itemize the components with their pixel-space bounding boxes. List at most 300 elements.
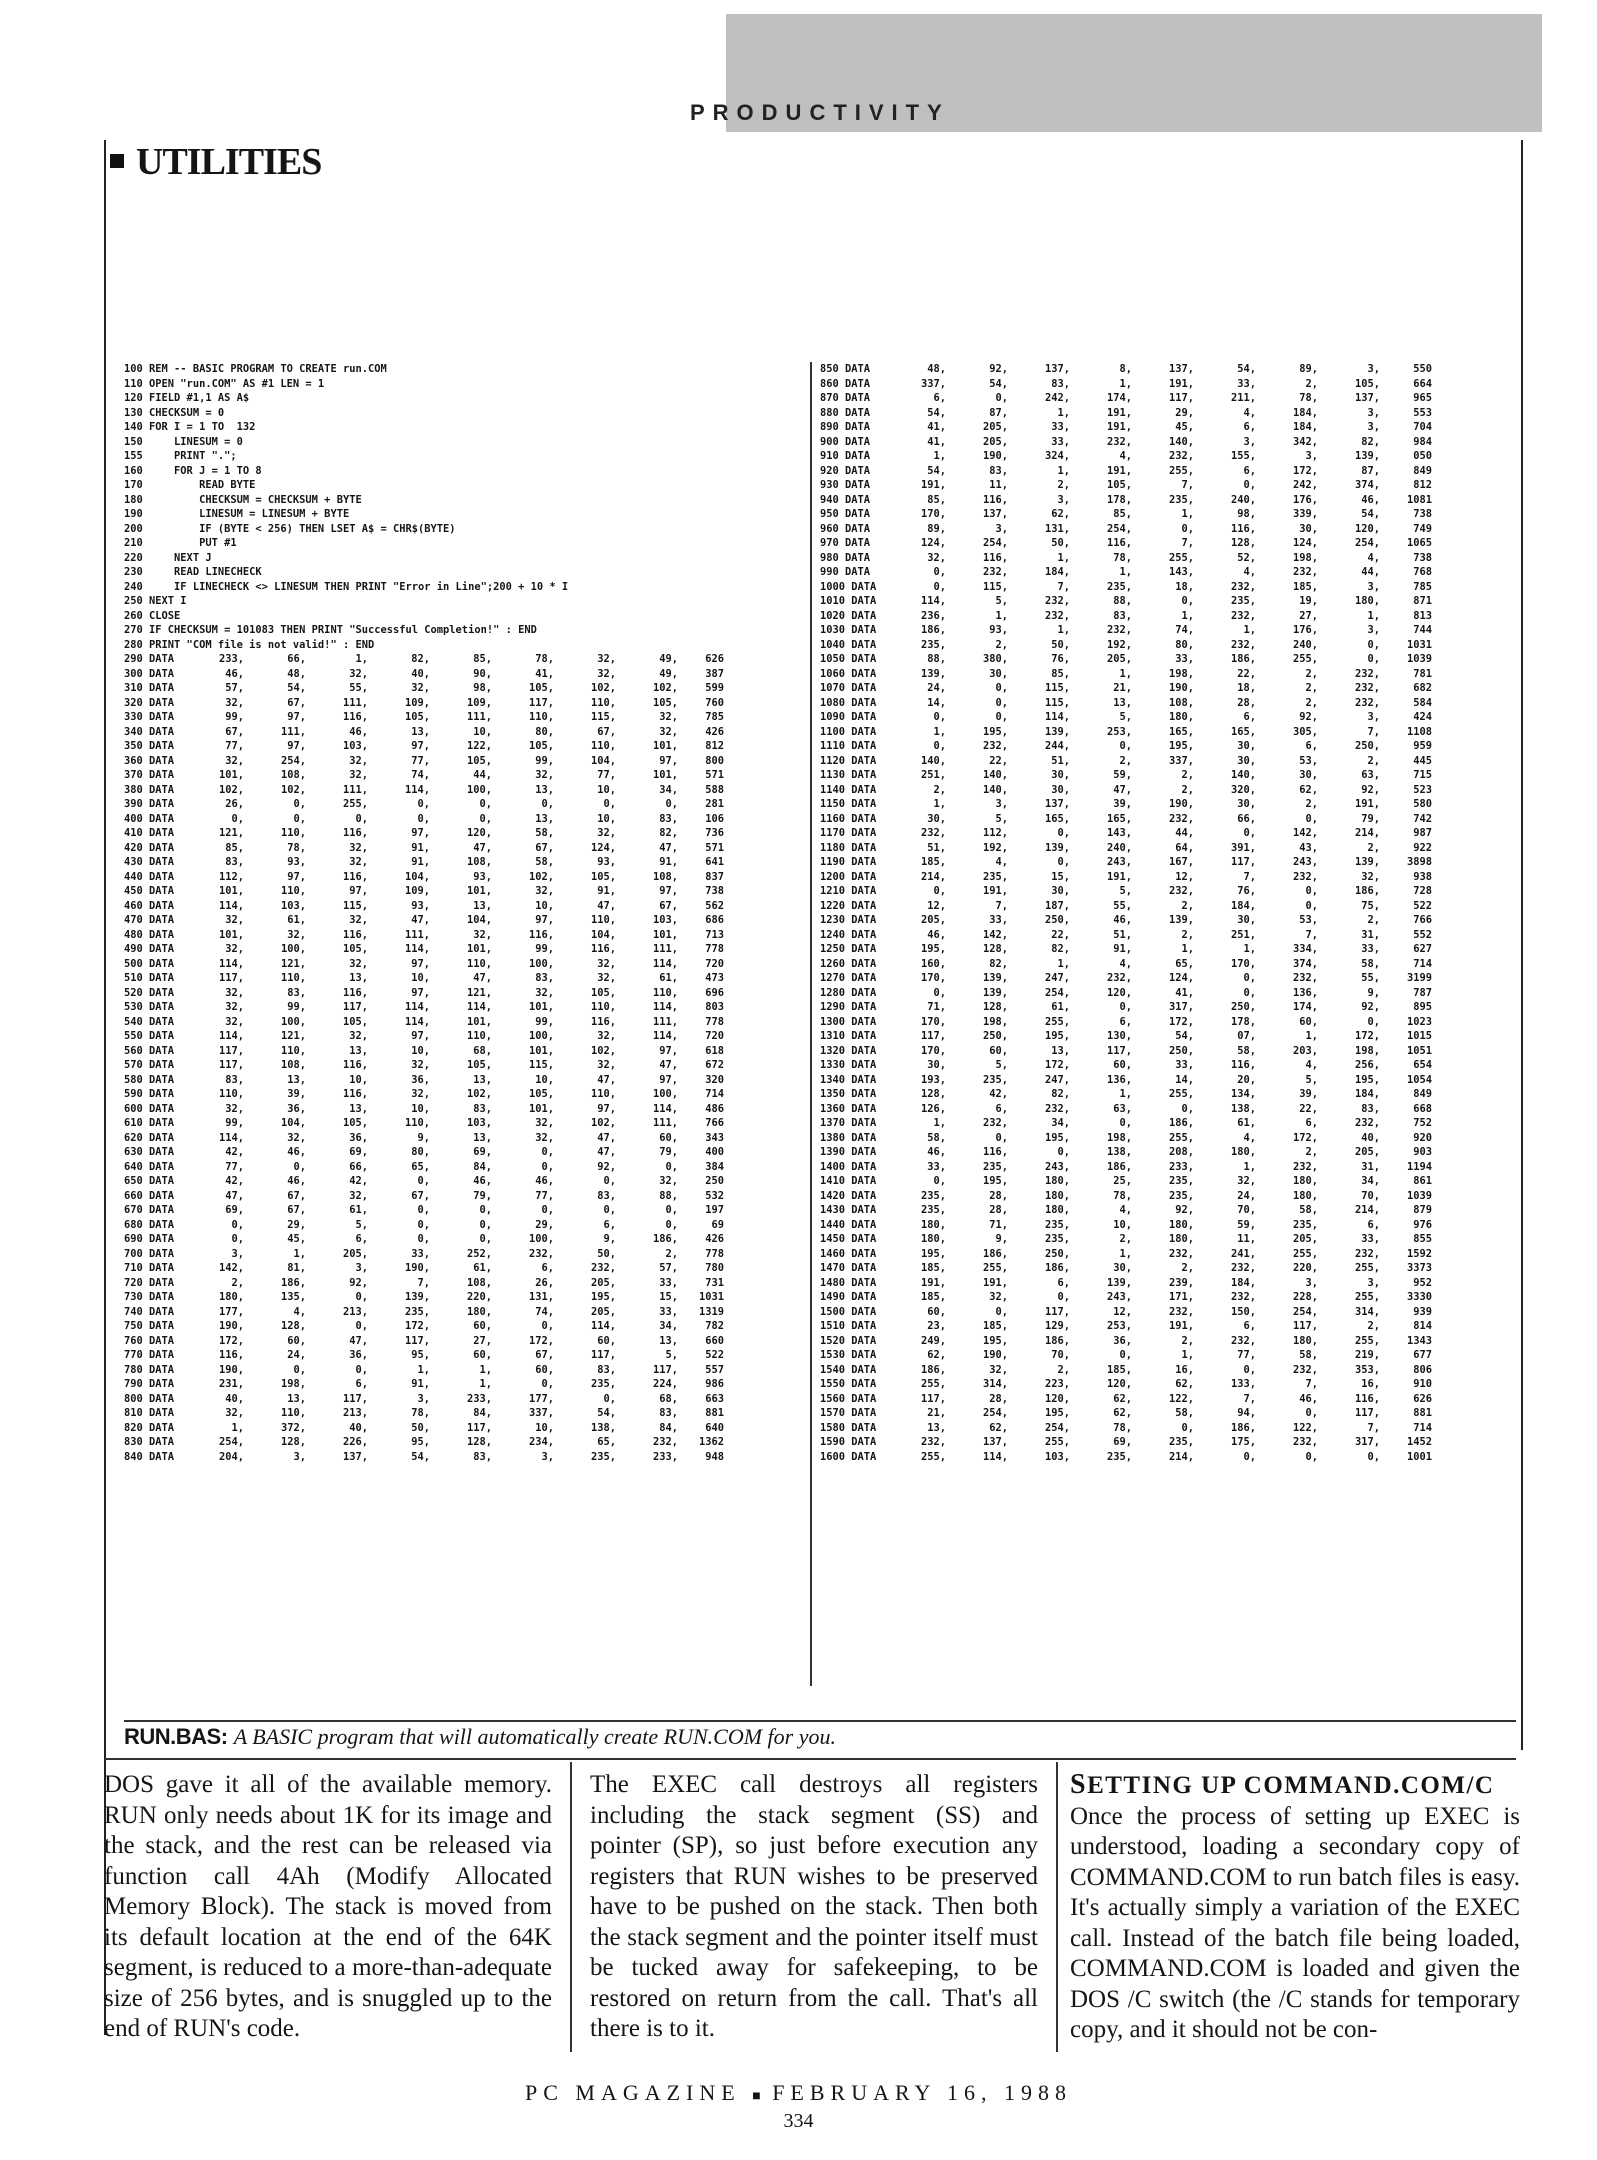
data-value: 102, — [590, 1117, 616, 1129]
data-checksum: 1054 — [1406, 1073, 1432, 1086]
data-value: 102, — [218, 783, 244, 796]
body-column-1: DOS gave it all of the available memory. RUN only needs about 1K for its image and the stack, and the rest can be released via function call 4Ah (Modify Allocated Memory Block). The stack is moved from its default location at the end of the 64K segment, is reduced to a more-than-adequate size of 256 bytes, and is snuggled up to the end of RUN's code. — [104, 1771, 552, 2042]
data-value: 46, — [1113, 914, 1132, 926]
data-value: 32, — [225, 986, 244, 999]
data-line-number: 1470 DATA — [820, 1262, 877, 1274]
data-checksum: 387 — [705, 667, 724, 680]
data-value: 233, — [652, 1450, 678, 1463]
data-value: 39, — [1113, 798, 1132, 810]
data-value: 79, — [659, 1146, 678, 1158]
data-value: 92, — [989, 363, 1008, 375]
data-value: 53, — [1299, 914, 1318, 926]
data-row — [124, 1160, 800, 1175]
data-value: 242, — [1044, 392, 1070, 404]
data-value: 213, — [342, 1407, 368, 1419]
data-value: 124, — [920, 537, 946, 549]
data-checksum: 704 — [1413, 421, 1432, 433]
data-value: 0, — [231, 1233, 244, 1245]
data-value: 0, — [1305, 812, 1318, 825]
data-line-number: 880 DATA — [820, 406, 871, 419]
data-row — [820, 478, 1510, 493]
data-line-number: 1300 DATA — [820, 1015, 877, 1028]
data-value: 117, — [1044, 1305, 1070, 1318]
data-row — [124, 1000, 800, 1015]
data-value: 128, — [920, 1088, 946, 1100]
data-value: 121, — [280, 957, 306, 970]
data-value: 58, — [1361, 957, 1380, 970]
data-row — [820, 725, 1510, 740]
data-value: 5, — [995, 812, 1008, 825]
data-value: 205, — [982, 435, 1008, 448]
data-value: 1, — [1057, 464, 1070, 477]
data-row — [820, 1000, 1510, 1015]
data-value: 7, — [1305, 928, 1318, 941]
data-checksum: 426 — [705, 1233, 724, 1245]
data-checksum: 812 — [1413, 479, 1432, 491]
data-value: 46, — [1361, 493, 1380, 506]
data-checksum: 599 — [705, 682, 724, 694]
data-value: 172, — [1044, 1059, 1070, 1071]
data-value: 191, — [1168, 377, 1194, 390]
data-value: 195, — [982, 725, 1008, 738]
data-value: 83, — [225, 856, 244, 868]
data-value: 110, — [652, 986, 678, 999]
data-line-number: 1000 DATA — [820, 580, 877, 593]
data-value: 2, — [1181, 928, 1194, 941]
data-value: 205, — [342, 1247, 368, 1260]
data-value: 2, — [1057, 1363, 1070, 1376]
data-value: 137, — [1044, 363, 1070, 375]
data-value: 99, — [535, 754, 554, 767]
data-value: 177, — [528, 1392, 554, 1405]
data-row — [820, 1073, 1510, 1088]
data-line-number: 920 DATA — [820, 464, 871, 477]
data-value: 232, — [1292, 870, 1318, 883]
data-value: 22, — [989, 754, 1008, 767]
code-line: 240 IF LINECHECK <> LINESUM THEN PRINT "Error in Line";200 + 10 * I — [124, 580, 569, 593]
data-line-number: 1180 DATA — [820, 841, 877, 854]
data-value: 305, — [1292, 725, 1318, 738]
data-value: 30, — [1299, 522, 1318, 535]
data-value: 32, — [597, 653, 616, 665]
data-line-number: 760 DATA — [124, 1334, 175, 1347]
data-value: 244, — [1044, 740, 1070, 752]
data-value: 82, — [411, 653, 430, 665]
caption-label: RUN.BAS: — [124, 1724, 228, 1749]
data-value: 176, — [1292, 624, 1318, 636]
data-value: 50, — [1051, 537, 1070, 549]
data-value: 186, — [652, 1233, 678, 1245]
data-value: 115, — [342, 899, 368, 912]
data-value: 115, — [528, 1059, 554, 1071]
data-value: 138, — [1106, 1146, 1132, 1158]
data-value: 33, — [1051, 421, 1070, 433]
data-value: 104, — [590, 928, 616, 941]
data-value: 117, — [1168, 392, 1194, 404]
data-value: 69, — [349, 1146, 368, 1158]
code-line: 230 READ LINECHECK — [124, 566, 262, 578]
data-value: 67, — [659, 899, 678, 912]
data-row — [820, 536, 1510, 551]
data-value: 114, — [404, 1001, 430, 1013]
data-value: 2, — [1367, 914, 1380, 926]
data-value: 54, — [1175, 1030, 1194, 1042]
caption-rule — [124, 1720, 1516, 1722]
data-value: 32, — [225, 1001, 244, 1013]
data-value: 128, — [466, 1436, 492, 1448]
data-checksum: 976 — [1413, 1218, 1432, 1231]
data-line-number: 1530 DATA — [820, 1349, 877, 1361]
data-value: 42, — [225, 1146, 244, 1158]
data-checksum: 384 — [705, 1160, 724, 1173]
data-value: 117, — [466, 1421, 492, 1434]
data-value: 62, — [1113, 1392, 1132, 1405]
data-value: 111, — [652, 943, 678, 955]
data-row — [820, 1305, 1510, 1320]
data-value: 232, — [1230, 609, 1256, 622]
data-value: 214, — [1354, 827, 1380, 839]
data-value: 83, — [287, 986, 306, 999]
data-value: 3, — [231, 1247, 244, 1260]
data-value: 112, — [982, 827, 1008, 839]
footer-publication: PC MAGAZINE — [524, 2080, 741, 2105]
data-row — [820, 696, 1510, 711]
data-value: 18, — [1175, 580, 1194, 593]
data-value: 256, — [1354, 1059, 1380, 1071]
data-value: 75, — [1361, 899, 1380, 912]
data-value: 33, — [1175, 1059, 1194, 1071]
caption-text: A BASIC program that will automatically create RUN.COM for you. — [233, 1724, 836, 1749]
data-value: 101, — [466, 943, 492, 955]
data-value: 213, — [342, 1305, 368, 1318]
data-row — [820, 1406, 1510, 1421]
data-value: 235, — [1106, 1450, 1132, 1463]
data-value: 3, — [1367, 711, 1380, 723]
data-value: 243, — [1044, 1160, 1070, 1173]
figure-caption — [124, 1724, 836, 1750]
data-row — [124, 1218, 800, 1233]
data-value: 91, — [597, 885, 616, 897]
data-value: 32, — [287, 928, 306, 941]
data-value: 124, — [1292, 537, 1318, 549]
data-value: 108, — [466, 1276, 492, 1289]
data-value: 5, — [1305, 1073, 1318, 1086]
data-value: 232, — [1044, 609, 1070, 622]
data-value: 167, — [1168, 856, 1194, 868]
data-value: 191, — [1106, 870, 1132, 883]
data-row — [820, 1203, 1510, 1218]
data-value: 232, — [982, 566, 1008, 578]
data-value: 232, — [982, 740, 1008, 752]
data-checksum: 1031 — [1406, 638, 1432, 651]
data-value: 224, — [652, 1378, 678, 1390]
data-value: 243, — [1106, 856, 1132, 868]
data-value: 91, — [411, 856, 430, 868]
data-line-number: 1120 DATA — [820, 754, 877, 767]
code-line: 130 CHECKSUM = 0 — [124, 406, 225, 419]
data-value: 7, — [1057, 580, 1070, 593]
data-row — [124, 1392, 800, 1407]
data-checksum: 736 — [705, 827, 724, 839]
data-value: 77, — [597, 769, 616, 781]
data-value: 83, — [225, 1073, 244, 1086]
data-value: 0, — [541, 1160, 554, 1173]
data-value: 122, — [466, 740, 492, 752]
data-value: 232, — [1354, 1117, 1380, 1129]
data-value: 184, — [1044, 566, 1070, 578]
data-line-number: 320 DATA — [124, 696, 175, 709]
data-value: 137, — [1044, 798, 1070, 810]
data-value: 117, — [528, 696, 554, 709]
data-value: 114, — [404, 1015, 430, 1028]
data-value: 92, — [1175, 1204, 1194, 1216]
data-value: 92, — [1299, 711, 1318, 723]
data-row — [820, 1160, 1510, 1175]
data-value: 120, — [1044, 1392, 1070, 1405]
data-value: 12, — [927, 899, 946, 912]
data-row — [124, 957, 800, 972]
data-value: 34, — [1051, 1117, 1070, 1129]
data-value: 60, — [535, 1363, 554, 1376]
data-value: 142, — [982, 928, 1008, 941]
data-value: 198, — [1168, 667, 1194, 680]
data-checksum: 879 — [1413, 1204, 1432, 1216]
data-value: 4, — [1119, 450, 1132, 462]
data-value: 185, — [982, 1320, 1008, 1332]
data-line-number: 690 DATA — [124, 1233, 175, 1245]
data-value: 140, — [1230, 769, 1256, 781]
data-value: 6, — [355, 1233, 368, 1245]
data-value: 232, — [1230, 1262, 1256, 1274]
data-checksum: 1592 — [1406, 1247, 1432, 1260]
data-row — [124, 1319, 800, 1334]
data-row — [820, 522, 1510, 537]
data-value: 2, — [1181, 783, 1194, 796]
data-value: 235, — [920, 1204, 946, 1216]
data-value: 205, — [920, 914, 946, 926]
data-value: 32, — [411, 1088, 430, 1100]
data-value: 186, — [982, 1247, 1008, 1260]
data-value: 117, — [920, 1030, 946, 1042]
data-value: 190, — [982, 450, 1008, 462]
data-value: 192, — [1106, 638, 1132, 651]
data-row — [820, 986, 1510, 1001]
data-value: 0, — [1181, 1102, 1194, 1115]
data-value: 114, — [218, 1131, 244, 1144]
data-checksum: 3330 — [1406, 1291, 1432, 1303]
data-value: 84, — [659, 1421, 678, 1434]
data-value: 115, — [1044, 696, 1070, 709]
data-value: 2, — [1367, 1320, 1380, 1332]
data-checksum: 281 — [705, 798, 724, 810]
data-value: 33, — [411, 1247, 430, 1260]
data-row — [124, 1174, 800, 1189]
data-line-number: 1070 DATA — [820, 682, 877, 694]
data-checksum: 785 — [1413, 580, 1432, 593]
body-column-divider — [570, 1762, 572, 2052]
data-value: 07, — [1237, 1030, 1256, 1042]
data-value: 254, — [982, 537, 1008, 549]
data-value: 3, — [1305, 450, 1318, 462]
data-value: 3, — [1057, 493, 1070, 506]
data-checksum: 920 — [1413, 1131, 1432, 1144]
data-value: 36, — [349, 1131, 368, 1144]
data-value: 67, — [287, 696, 306, 709]
data-line-number: 1190 DATA — [820, 856, 877, 868]
data-checksum: 881 — [705, 1407, 724, 1419]
data-value: 1, — [1181, 508, 1194, 520]
data-value: 92, — [597, 1160, 616, 1173]
data-checksum: 728 — [1413, 885, 1432, 897]
data-value: 4, — [1119, 957, 1132, 970]
data-value: 61, — [659, 972, 678, 984]
data-value: 41, — [927, 421, 946, 433]
data-value: 40, — [411, 667, 430, 680]
data-checksum: 760 — [705, 696, 724, 709]
data-value: 138, — [1230, 1102, 1256, 1115]
footer-bullet-icon: ■ — [752, 2089, 761, 2104]
data-value: 33, — [1237, 377, 1256, 390]
data-value: 254, — [1354, 537, 1380, 549]
data-value: 116, — [590, 1015, 616, 1028]
data-value: 2, — [1057, 479, 1070, 491]
data-value: 7, — [417, 1276, 430, 1289]
data-value: 31, — [1361, 928, 1380, 941]
data-row — [124, 768, 800, 783]
data-value: 101, — [466, 885, 492, 897]
data-value: 92, — [1361, 1001, 1380, 1013]
data-value: 78, — [1113, 1189, 1132, 1202]
data-row — [124, 1087, 800, 1102]
page-title — [110, 140, 321, 184]
data-value: 83, — [989, 464, 1008, 477]
data-value: 110, — [280, 885, 306, 897]
data-checksum: 618 — [705, 1044, 724, 1057]
data-row — [820, 928, 1510, 943]
data-value: 314, — [982, 1378, 1008, 1390]
data-value: 32, — [473, 928, 492, 941]
data-value: 66, — [287, 653, 306, 665]
data-value: 7, — [1243, 1392, 1256, 1405]
data-value: 1, — [1057, 624, 1070, 636]
data-line-number: 1430 DATA — [820, 1204, 877, 1216]
data-value: 6, — [1367, 1218, 1380, 1231]
data-row — [820, 391, 1510, 406]
data-value: 46, — [225, 667, 244, 680]
data-value: 171, — [1168, 1291, 1194, 1303]
data-value: 82, — [659, 827, 678, 839]
body-column-3 — [1070, 1770, 1520, 2046]
data-value: 0, — [355, 1291, 368, 1303]
data-value: 110, — [466, 1030, 492, 1042]
data-value: 81, — [287, 1262, 306, 1274]
data-value: 178, — [1230, 1015, 1256, 1028]
code-line: 150 LINESUM = 0 — [124, 435, 243, 448]
data-value: 30, — [1237, 914, 1256, 926]
data-value: 114, — [590, 1320, 616, 1332]
data-value: 70, — [1361, 1189, 1380, 1202]
data-value: 6, — [1057, 1276, 1070, 1289]
data-value: 142, — [1292, 827, 1318, 839]
data-value: 83, — [659, 812, 678, 825]
data-row — [820, 1363, 1510, 1378]
data-line-number: 420 DATA — [124, 841, 175, 854]
data-value: 0, — [293, 1363, 306, 1376]
data-checksum: 768 — [1413, 566, 1432, 578]
data-value: 6, — [1243, 1320, 1256, 1332]
data-value: 320, — [1230, 783, 1256, 796]
data-value: 103, — [1044, 1450, 1070, 1463]
data-value: 120, — [1354, 522, 1380, 535]
code-line: 270 IF CHECKSUM = 101083 THEN PRINT "Successful Completion!" : END — [124, 624, 537, 636]
data-value: 0, — [417, 1175, 430, 1187]
data-value: 232, — [1354, 696, 1380, 709]
data-value: 116, — [590, 943, 616, 955]
data-value: 4, — [293, 1305, 306, 1318]
data-value: 32, — [349, 856, 368, 868]
data-value: 165, — [1230, 725, 1256, 738]
data-line-number: 810 DATA — [124, 1407, 175, 1419]
data-value: 150, — [1230, 1305, 1256, 1318]
data-value: 12, — [1175, 870, 1194, 883]
data-value: 102, — [590, 682, 616, 694]
data-line-number: 1220 DATA — [820, 899, 877, 912]
data-checksum: 522 — [1413, 899, 1432, 912]
data-value: 240, — [1106, 841, 1132, 854]
data-value: 54, — [597, 1407, 616, 1419]
data-value: 1, — [1367, 609, 1380, 622]
data-value: 97, — [597, 1102, 616, 1115]
data-value: 108, — [280, 1059, 306, 1071]
body-rule — [104, 1758, 1516, 1760]
data-checksum: 532 — [705, 1189, 724, 1202]
data-value: 10, — [411, 972, 430, 984]
data-row — [124, 855, 800, 870]
data-value: 26, — [225, 798, 244, 810]
data-value: 3, — [1243, 435, 1256, 448]
data-line-number: 1310 DATA — [820, 1030, 877, 1042]
data-value: 140, — [982, 769, 1008, 781]
data-value: 170, — [920, 972, 946, 984]
data-value: 13, — [535, 783, 554, 796]
data-checksum: 910 — [1413, 1378, 1432, 1390]
data-row — [124, 986, 800, 1001]
data-value: 117, — [404, 1334, 430, 1347]
data-value: 187, — [1044, 899, 1070, 912]
data-value: 232, — [1168, 812, 1194, 825]
data-value: 254, — [1292, 1305, 1318, 1318]
data-row — [124, 739, 800, 754]
data-value: 232, — [1354, 667, 1380, 680]
data-value: 191, — [982, 1276, 1008, 1289]
data-checksum: 445 — [1413, 754, 1432, 767]
data-checksum: 987 — [1413, 827, 1432, 839]
data-value: 22, — [1051, 928, 1070, 941]
data-checksum: 1039 — [1406, 653, 1432, 665]
data-value: 255, — [1292, 1247, 1318, 1260]
data-line-number: 1130 DATA — [820, 769, 877, 781]
data-value: 67, — [535, 841, 554, 854]
data-value: 47, — [659, 841, 678, 854]
data-value: 108, — [652, 870, 678, 883]
data-value: 60, — [659, 1131, 678, 1144]
data-value: 40, — [1361, 1131, 1380, 1144]
data-value: 0, — [1243, 986, 1256, 999]
data-value: 46, — [473, 1175, 492, 1187]
data-value: 232, — [1354, 682, 1380, 694]
data-value: 60, — [989, 1044, 1008, 1057]
data-value: 85, — [1051, 667, 1070, 680]
